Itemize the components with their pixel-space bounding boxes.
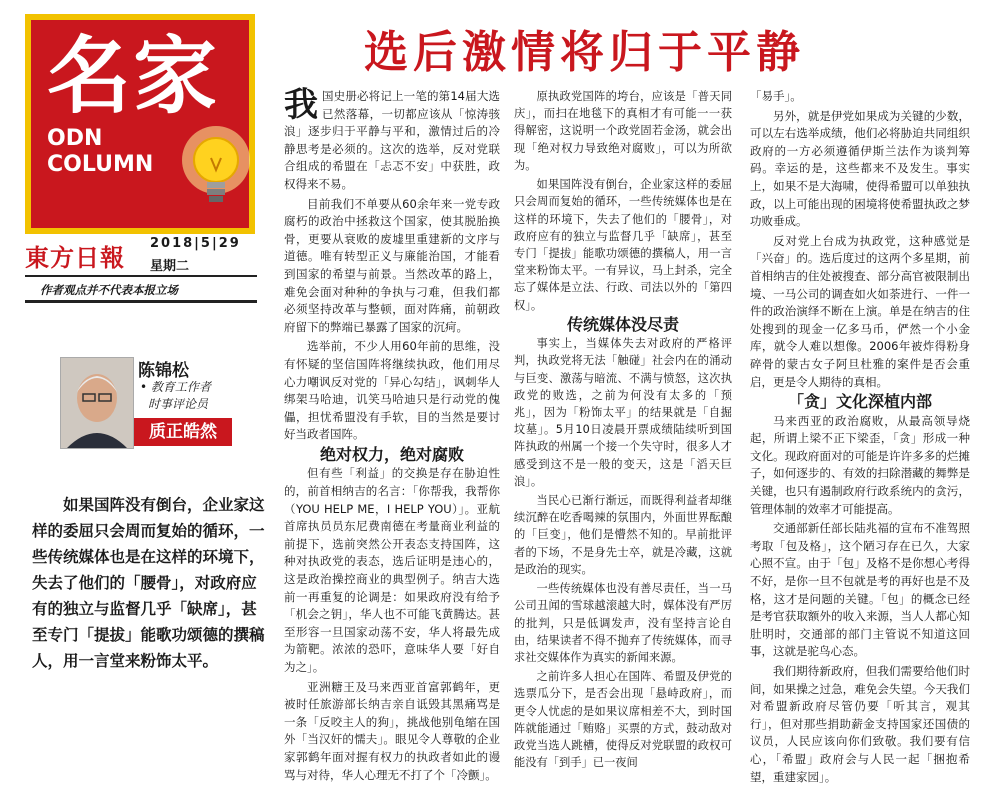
subheading: 传统媒体没尽责 xyxy=(566,314,679,334)
subheading: 绝对权力，绝对腐败 xyxy=(319,444,464,464)
issue-weekday: 星期二 xyxy=(150,259,190,274)
lightbulb-icon xyxy=(181,120,251,230)
paragraph: 我们期待新政府，但我们需要给他们时间，如果操之过急，难免会失望。今天我们对希盟新政府尽管仍要「听其言，观其行」，但对那些捐助薪金支持国家还国债的议员，人民应该向你们致敬。我们要有信心，「希盟」政府会与人民一起「捆抱希望，重建家园」。 xyxy=(750,664,970,784)
masthead-rule-thick xyxy=(25,300,257,303)
author-role: 时事评论员 xyxy=(148,397,209,411)
paragraph: 目前我们不单要从60余年来一党专政腐朽的政治中拯救这个国家，使其脱胎换骨，更要从衰败的废墟里重建新的文序与道德。唯有转型正义与廉能治国，才能看到国家的希望与前景。当然改革的路上，难免会面对种种的争执与刁难，但我们都必须坚持改革与整顿，面对阵痛，前朝政府留下的弊端已暴露了国家的沉疴。 xyxy=(284,196,500,334)
issue-date: 2018|5|29 xyxy=(150,236,241,251)
paragraph: 选举前，不少人用60年前的思维，没有怀疑的坚信国阵将继续执政，他们用尽心力嘲讽反对党的「异心勾结」，讽刺华人绑架马哈迪，讥笑马哈迪只是行动党的傀儡，担忧希盟没有手软，目的当然是要讨好当政者国阵。 xyxy=(284,339,500,442)
logo-title: 名家 xyxy=(47,27,220,125)
author-portrait-icon xyxy=(61,358,133,448)
paragraph: 「易手」。 xyxy=(750,89,802,103)
disclaimer: 作者观点并不代表本报立场 xyxy=(40,283,178,297)
paragraph: 反对党上台成为执政党，这种感觉是「兴奋」的。选后度过的这两个多星期，前首相纳吉的住处被搜查、部分高官被限制出境、一马公司的调查如火如荼进行、一件一件的政治演绎不断在上演。单是在纳吉的住处搜到的现金一亿多马币，俨然一个小金库，就令人难以想像。2006年被炸得粉身碎骨的蒙古女子阿旦杜雅的案件是否会重启，更是令人期待的真相。 xyxy=(750,233,970,389)
paragraph: 事实上，当媒体失去对政府的严格评判，执政党将无法「触碰」社会内在的涌动与巨变、激荡与暗流、不满与愤怒，这次执政党的败选，之前为何没有太多的「预兆」，因为「粉饰太平」的结果就是「自掘坟墓」。5月10日凌晨开票成绩陆续听到国阵执政的州属一个接一个失守时，很多人才感受到这不是一般的变天，这是「滔天巨浪」。 xyxy=(514,337,732,488)
pull-quote: 如果国阵没有倒台，企业家这样的委屈只会周而复始的循环，一些传统媒体也是在这样的环境下，失去了他们的「腰骨」，对政府应有的独立与监督几乎「缺席」，甚至专门「提拔」能歌功颂德的撰稿人，用一言堂来粉饰太平。 xyxy=(32,496,265,670)
column-logo xyxy=(25,14,255,234)
subheading: 「贪」文化深植内部 xyxy=(787,392,932,412)
author-name: 陈锦松 xyxy=(138,361,189,381)
masthead-rule xyxy=(25,275,257,277)
paragraph: 如果国阵没有倒台，企业家这样的委屈只会周而复始的循环，一些传统媒体也是在这样的环境下，失去了他们的「腰骨」，对政府应有的独立与监督几乎「缺席」，甚至专门「提拔」能歌功颂德的撰稿人，用一言堂来粉饰太平。一有异议，马上封杀，完全忘了媒体是立法、行政、司法以外的「第四权」。 xyxy=(514,178,732,312)
logo-line-column: COLUMN xyxy=(47,152,154,177)
paragraph: 交通部新任部长陆兆福的宣布不准驾照考取「包及格」，这个陋习存在已久，大家心照不宣。由于「包」及格不是你想心考得不好，是你一旦不包就是考的再好也是不及格，这才是问题的关键。「包」的概念已经是考官获取额外的收入来源，当人人都心知肚明时，交通部的部门主管说不知道这回事，这就是驼鸟心态。 xyxy=(750,521,970,659)
paragraph: 但有些「利益」的交换是存在胁迫性的，前首相纳吉的名言：「你帮我，我帮你（YOU HELP ME，I HELP YOU）」。亚航首席执员员东尼费南德在考量商业利益的前提下，选前突然公开表态支持国阵，这种对执政党的表态，选后证明是违心的，这是政治操控商业的典型例子。纳吉大选前一再重复的论调是：如果政府没有给予「机会之钥」，华人也不可能飞黄腾达。甚至形容一旦国家动荡不安，华人将最先成为箭靶。浓浓的恐吓，意味华人要「好自为之」。 xyxy=(284,466,500,674)
paragraph: 我国史册必将记上一笔的第14届大选已然落幕，一切都应该从「惊涛骇浪」逐步归于平静与平和，激情过后的冷静思考是必须的。这次的选举，反对党联合组成的希盟在「忐忑不安」中获胜，政权得来不易。 xyxy=(284,85,500,191)
column-tag: 质正皓然 xyxy=(134,418,232,446)
paragraph: 亚洲糖王及马来西亚首富郭鹤年，更被时任旅游部长纳吉亲自诋毁其黑痛骂是一条「反咬主人的狗」，挑战他别龟缩在国外「当汉奸的懦夫」。眼见令人尊敬的企业家郭鹤年面对握有权力的执政者如此的谩骂与对待，华人心理无不打了个「冷颤」。 xyxy=(284,679,500,782)
author-role: • 教育工作者 xyxy=(140,380,211,394)
paragraph: 另外，就是伊党如果成为关键的少数，可以左右选举成绩，他们必将胁迫共同组织政府的一方必须遵循伊斯兰法作为谈判筹码。幸运的是，这些都来不及发生。事实上，如果不是大海啸，使得希盟可以单独执政，以上可能出现的困境将使希盟执政之梦功败垂成。 xyxy=(750,108,970,229)
paragraph: 马来西亚的政治腐败，从最高领导烧起，所谓上梁不正下梁歪，「贪」形成一种文化。现政府面对的可能是许许多多的烂摊子，如何逐步的、有效的扫除潜藏的舞弊是关键，也只有遏制政府行政系统内的贪污，管理体制的效率才可能提高。 xyxy=(750,413,970,516)
logo-line-odn: ODN xyxy=(47,126,103,151)
article-headline: 选后激情将归于平静 xyxy=(364,27,805,78)
article-column-1 xyxy=(284,85,500,786)
paragraph: 原执政党国阵的垮台，应该是「普天同庆」，而扫在地毯下的真相才有可能一一获得解密，这说明一个政党固若金汤，就会出现「绝对权力导致绝对腐败」，可以为所欲为。 xyxy=(514,90,732,172)
newspaper-name: 東方日報 xyxy=(25,243,125,272)
article-column-2 xyxy=(514,88,732,774)
paragraph: 一些传统媒体也没有善尽责任，当一马公司丑闻的雪球越滚越大时，媒体没有严厉的批判，只是低调发声，没有坚持言论自由，结果读者不得不抛弃了传统媒体，而寻求社交媒体作为真实的新闻来源。 xyxy=(514,582,732,664)
author-photo xyxy=(60,357,134,449)
drop-cap: 我 xyxy=(284,85,318,125)
paragraph: 之前许多人担心在国阵、希盟及伊党的选票瓜分下，是否会出现「悬峙政府」，而更令人忧虑的是如果议席相差不大，到时国阵就能通过「贿赂」买票的方式，鼓动敌对政党当选人跳槽，使得反对党联盟的政权可能没有「到手」已一夜间 xyxy=(514,670,732,770)
paragraph: 当民心已渐行渐远，而既得利益者却继续沉醉在吃香喝辣的氛围内，外面世界酝酿的「巨变」，他们是懵然不知的。早前批评者的下场，不是身先士卒，就是冷藏，这就是政治的现实。 xyxy=(514,494,732,576)
article-column-3 xyxy=(750,88,970,788)
